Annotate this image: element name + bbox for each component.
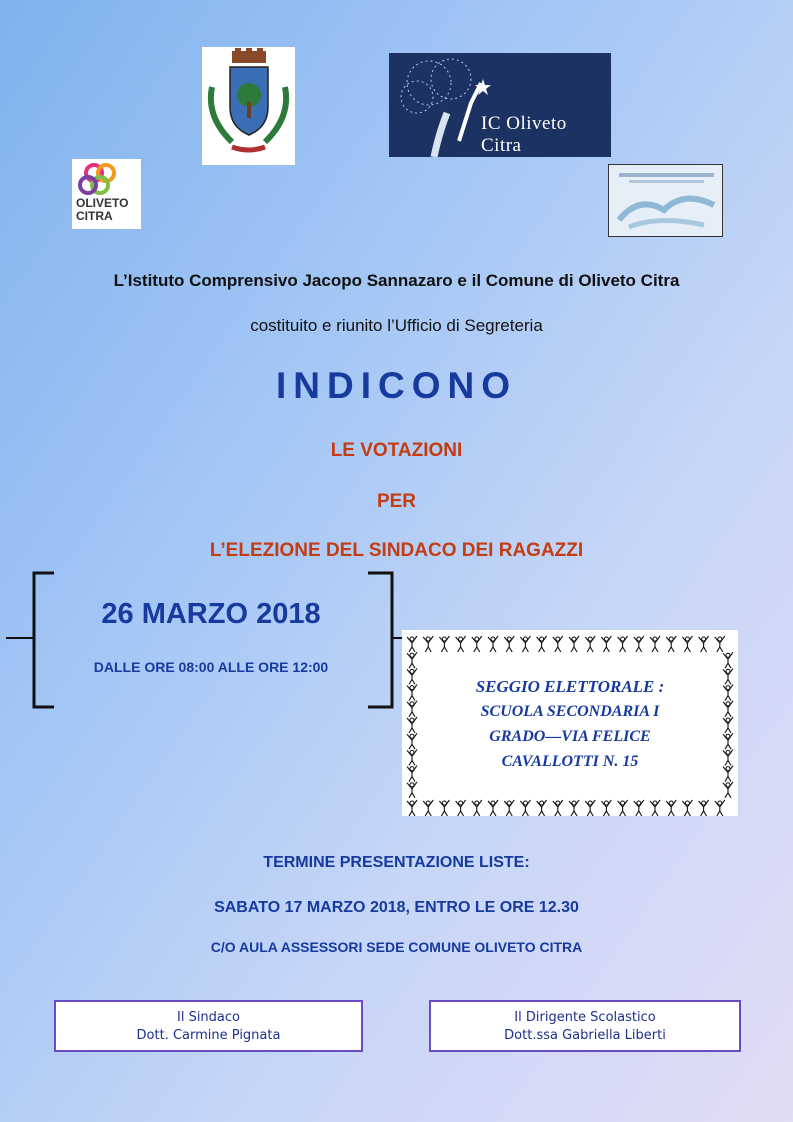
figure-icon [407, 749, 417, 765]
figure-icon [407, 733, 417, 749]
figure-icon [504, 800, 514, 816]
signature-sindaco [54, 1000, 363, 1052]
figure-icon [439, 636, 449, 652]
oliveto-logo-line2: CITRA [76, 209, 113, 223]
dirigente-role: Il Dirigente Scolastico [514, 1010, 656, 1025]
figure-icon [407, 800, 417, 816]
figure-icon [456, 800, 466, 816]
figure-icon [618, 800, 628, 816]
dirigente-name: Dott.ssa Gabriella Liberti [504, 1028, 666, 1043]
figure-icon [488, 800, 498, 816]
landscape-icon [609, 165, 723, 237]
figure-icon [650, 636, 660, 652]
announcement-per: PER [376, 491, 417, 512]
header-institutes: L’Istituto Comprensivo Jacopo Sannazaro e il Comune di Oliveto Citra [113, 271, 680, 290]
comune-crest-logo [202, 47, 295, 165]
seggio-title: SEGGIO ELETTORALE : [475, 677, 665, 696]
sindaco-role: Il Sindaco [176, 1010, 240, 1025]
figure-icon [601, 636, 611, 652]
figure-icon [407, 701, 417, 717]
seggio-line3: CAVALLOTTI N. 15 [501, 753, 639, 770]
figure-icon [699, 800, 709, 816]
figure-icon [423, 636, 433, 652]
figure-icon [715, 636, 725, 652]
figure-icon [407, 668, 417, 684]
oliveto-logo-line1: OLIVETO [76, 196, 129, 210]
figure-icon [520, 800, 530, 816]
figure-icon [488, 636, 498, 652]
crest-icon [202, 47, 295, 165]
oliveto-logo-text [76, 197, 128, 223]
figure-icon [520, 636, 530, 652]
figure-icon [601, 800, 611, 816]
rings-icon [72, 159, 141, 199]
figure-icon [553, 636, 563, 652]
figure-icon [650, 800, 660, 816]
figure-icon [423, 800, 433, 816]
termine-title: TERMINE PRESENTAZIONE LISTE: [263, 854, 530, 871]
figure-icon [699, 636, 709, 652]
figure-icon [723, 685, 733, 701]
figure-icon [723, 717, 733, 733]
signature-dirigente [429, 1000, 741, 1052]
figure-icon [569, 800, 579, 816]
ic-logo-text: IC Oliveto Citra [481, 113, 567, 156]
figure-icon [472, 800, 482, 816]
small-picture-logo [608, 164, 723, 237]
figure-icon [666, 636, 676, 652]
figure-icon [723, 668, 733, 684]
figure-icon [715, 800, 725, 816]
figure-icon [618, 636, 628, 652]
figure-icon [634, 636, 644, 652]
figure-icon [407, 652, 417, 668]
figure-icon [407, 766, 417, 782]
seggio-text [432, 674, 708, 774]
event-hours: DALLE ORE 08:00 ALLE ORE 12:00 [93, 659, 329, 675]
figure-icon [407, 717, 417, 733]
termine-place: C/O AULA ASSESSORI SEDE COMUNE OLIVETO CITRA [210, 939, 583, 955]
figure-icon [472, 636, 482, 652]
figure-icon [407, 685, 417, 701]
figure-icon [553, 800, 563, 816]
figure-icon [666, 800, 676, 816]
sindaco-name: Dott. Carmine Pignata [136, 1028, 281, 1043]
figure-icon [504, 636, 514, 652]
figure-icon [407, 636, 417, 652]
seggio-line2: GRADO—VIA FELICE [489, 728, 651, 745]
figure-icon [537, 800, 547, 816]
seggio-line1: SCUOLA SECONDARIA I [480, 703, 660, 720]
figure-icon [634, 800, 644, 816]
figure-icon [569, 636, 579, 652]
date-bracket [0, 560, 420, 720]
figure-icon [407, 782, 417, 798]
ic-oliveto-citra-logo [389, 53, 611, 157]
announcement-elezione: L’ELEZIONE DEL SINDACO DEI RAGAZZI [209, 540, 584, 561]
termine-date: SABATO 17 MARZO 2018, ENTRO LE ORE 12.30 [214, 899, 579, 916]
oliveto-citra-logo [72, 159, 141, 229]
figure-icon [682, 636, 692, 652]
figure-icon [537, 636, 547, 652]
announcement-votazioni: LE VOTAZIONI [330, 440, 463, 461]
figure-icon [723, 766, 733, 782]
event-date: 26 MARZO 2018 [101, 598, 321, 630]
header-segreteria: costituito e riunito l’Ufficio di Segreteria [250, 316, 543, 335]
figure-icon [723, 733, 733, 749]
figure-icon [723, 701, 733, 717]
figure-icon [723, 652, 733, 668]
main-heading: INDICONO [276, 365, 517, 406]
figure-icon [723, 749, 733, 765]
figure-icon [439, 800, 449, 816]
figure-icon [682, 800, 692, 816]
figure-icon [456, 636, 466, 652]
seggio-box [402, 630, 738, 816]
figure-icon [585, 636, 595, 652]
figure-icon [585, 800, 595, 816]
figure-icon [723, 782, 733, 798]
